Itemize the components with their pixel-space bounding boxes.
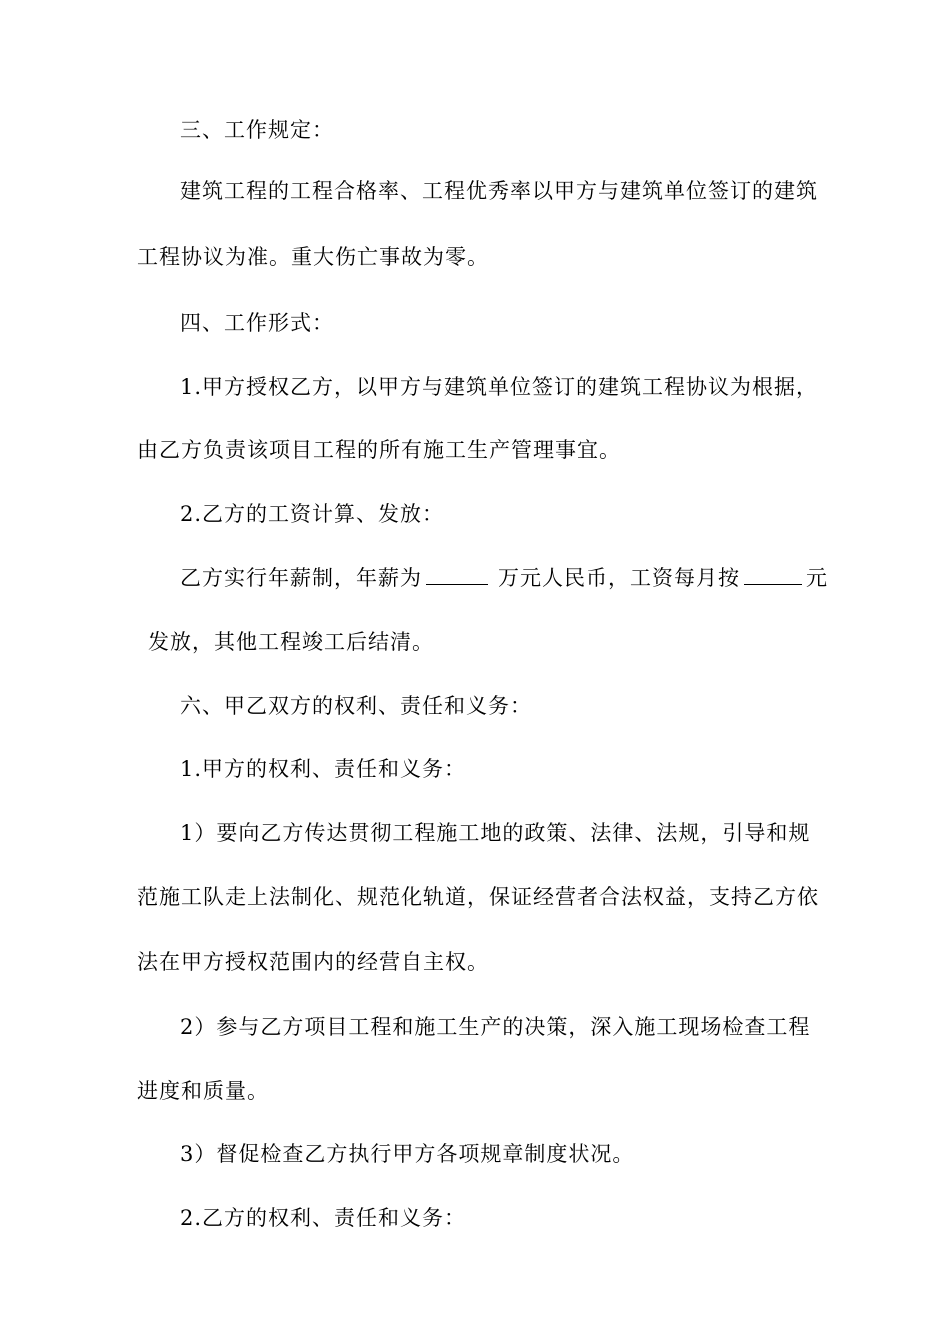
paragraph-line: 范施工队走上法制化、规范化轨道，保证经营者合法权益，支持乙方依: [137, 885, 819, 909]
salary-line: [180, 564, 880, 592]
subheading-party-a: 1.甲方的权利、责任和义务：: [180, 757, 467, 781]
paragraph-line: 工程协议为准。重大伤亡事故为零。: [137, 245, 489, 269]
section-heading-work-form: 四、工作形式：: [180, 311, 334, 335]
paragraph-line: 2）参与乙方项目工程和施工生产的决策，深入施工现场检查工程: [180, 1015, 811, 1039]
salary-text-1: 乙方实行年薪制，年薪为: [180, 566, 422, 590]
section-heading-work-rules: 三、工作规定：: [180, 118, 334, 142]
paragraph-line: 建筑工程的工程合格率、工程优秀率以甲方与建筑单位签订的建筑: [180, 179, 818, 203]
annual-salary-blank[interactable]: [426, 564, 488, 585]
monthly-salary-blank[interactable]: [744, 564, 802, 585]
paragraph-line: 1）要向乙方传达贯彻工程施工地的政策、法律、法规，引导和规: [180, 821, 811, 845]
subheading-party-b: 2.乙方的权利、责任和义务：: [180, 1206, 467, 1230]
paragraph-line: 发放，其他工程竣工后结清。: [148, 630, 434, 654]
paragraph-line: 进度和质量。: [137, 1079, 269, 1103]
paragraph-line: 法在甲方授权范围内的经营自主权。: [137, 950, 489, 974]
paragraph-line: 由乙方负责该项目工程的所有施工生产管理事宜。: [137, 438, 621, 462]
paragraph-line: 3）督促检查乙方执行甲方各项规章制度状况。: [180, 1142, 635, 1166]
salary-text-3: 元: [806, 566, 828, 590]
salary-text-2: 万元人民币，工资每月按: [498, 566, 740, 590]
section-heading-rights: 六、甲乙双方的权利、责任和义务：: [180, 694, 532, 718]
paragraph-line: 1.甲方授权乙方，以甲方与建筑单位签订的建筑工程协议为根据，: [180, 375, 819, 399]
subheading-salary: 2.乙方的工资计算、发放：: [180, 502, 445, 526]
